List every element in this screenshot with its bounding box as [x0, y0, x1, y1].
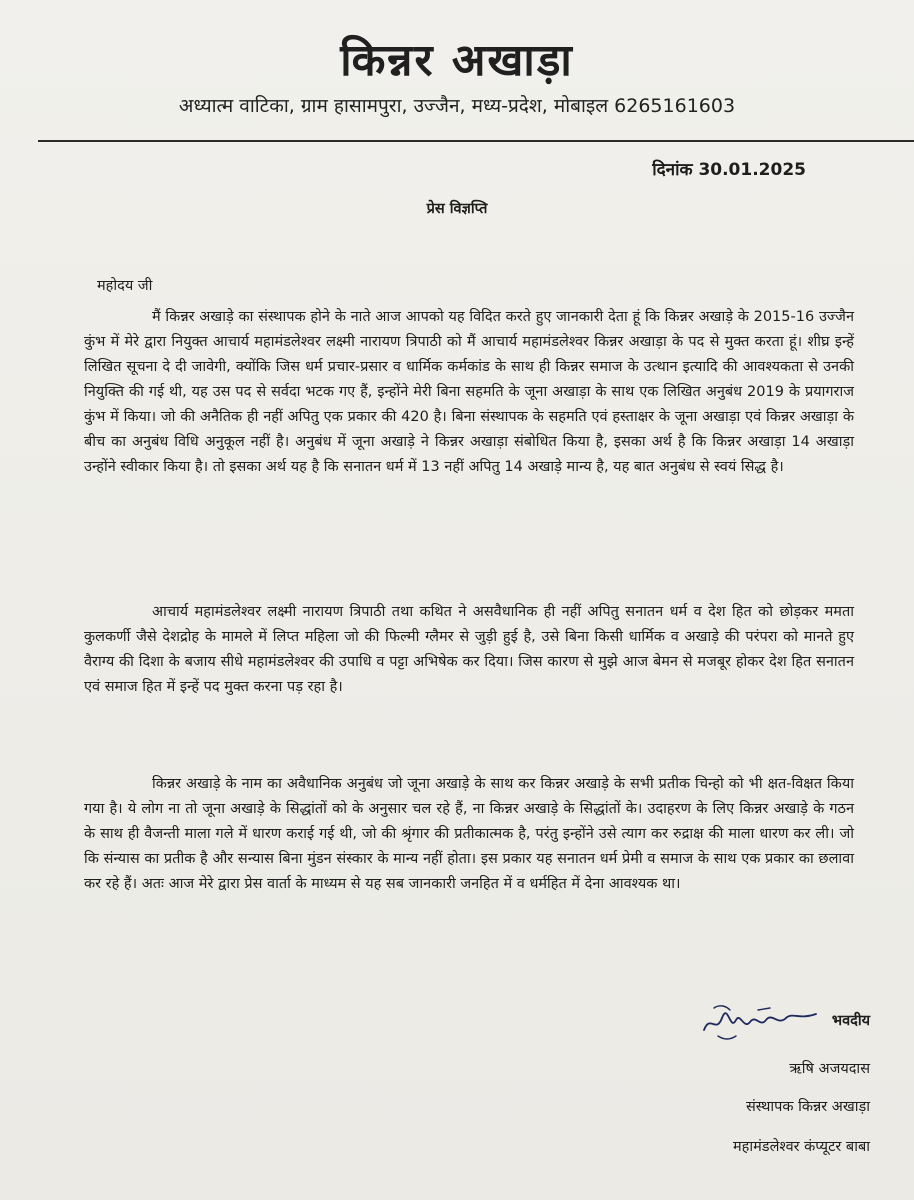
body-paragraph-3: किन्नर अखाड़े के नाम का अवैधानिक अनुबंध जो जूना अखाड़े के साथ कर किन्नर अखाड़े के सभी प्रतीक चिन्हो को भी क्षत-विक्षत किया गया है। ये लोग ना तो जूना अखाड़े के सिद्धांतों को के अनुसार चल रहे हैं, ना किन्नर अखाड़े के सिद्धांतों के। उदाहरण के लिए किन्नर अखाड़े के गठन के साथ ही वैजन्ती माला गले में धारण कराई गई थी, जो की श्रृंगार की प्रतीकात्मक है, परंतु इन्होंने उसे त्याग कर रुद्राक्ष की माला धारण कर ली। जो कि संन्यास का प्रतीक है और सन्यास बिना मुंडन संस्कार के मान्य नहीं होता। इस प्रकार यह सनातन धर्म प्रेमी व समाज के साथ एक प्रकार का छलावा कर रहे हैं। अतः आज मेरे द्वारा प्रेस वार्ता के माध्यम से यह सब जानकारी जनहित में व धर्महित में देना आवश्यक था। [84, 776, 854, 892]
letterhead-title: किन्नर अखाड़ा [340, 35, 574, 86]
signer-role: संस्थापक किन्नर अखाड़ा [745, 1099, 870, 1115]
letter-date: दिनांक 30.01.2025 [652, 160, 806, 180]
letter-subject: प्रेस विज्ञप्ति [426, 201, 488, 217]
signer-name: ऋषि अजयदास [789, 1061, 870, 1077]
body-paragraph-2: आचार्य महामंडलेश्वर लक्ष्मी नारायण त्रिपाठी तथा कथित ने असवैधानिक ही नहीं अपितु सनातन धर्म व देश हित को छोड़कर ममता कुलकर्णी जैसे देशद्रोह के मामले में लिप्त महिला जो की फिल्मी ग्लैमर से जुड़ी हुई है, उसे बिना किसी धार्मिक व अखाड़े की परंपरा को मानते हुए वैराग्य की दिशा के बजाय सीधे महामंडलेश्वर की उपाधि व पट्टा अभिषेक कर दिया। जिस कारण से मुझे आज बेमन से मजबूर होकर देश हित सनातन एवं समाज हित में इन्हें पद मुक्त करना पड़ रहा है। [84, 604, 854, 695]
salutation: महोदय जी [97, 278, 153, 294]
letterhead-divider [38, 140, 914, 142]
closing-word: भवदीय [831, 1013, 870, 1029]
letterhead-address: अध्यात्म वाटिका, ग्राम हासामपुरा, उज्जैन, मध्य-प्रदेश, मोबाइल 6265161603 [178, 95, 736, 117]
signer-title: महामंडलेश्वर कंप्यूटर बाबा [733, 1139, 870, 1155]
body-paragraph-1: मैं किन्नर अखाड़े का संस्थापक होने के नाते आज आपको यह विदित करते हुए जानकारी देता हूं कि किन्नर अखाड़े के 2015-16 उज्जैन कुंभ में मेरे द्वारा नियुक्त आचार्य महामंडलेश्वर लक्ष्मी नारायण त्रिपाठी को मैं आचार्य महामंडलेश्वर किन्नर अखाड़ा के पद से मुक्त करता हूं। शीघ्र इन्हें लिखित सूचना दे दी जावेगी, क्योंकि जिस धर्म प्रचार-प्रसार व धार्मिक कर्मकांड के साथ ही किन्नर समाज के उत्थान इत्यादि की आवश्यकता से उनकी नियुक्ति की गई थी, यह उस पद से सर्वदा भटक गए हैं, इन्होंने मेरी बिना सहमति के जूना अखाड़ा के साथ एक लिखित अनुबंध 2019 के प्रयागराज कुंभ में किया। जो की अनैतिक ही नहीं अपितु एक प्रकार की 420 है। बिना संस्थापक के सहमति एवं हस्ताक्षर के जूना अखाड़ा एवं किन्नर अखाड़ा के बीच का अनुबंध विधि अनुकूल नहीं है। अनुबंध में जूना अखाड़े ने किन्नर अखाड़ा संबोधित किया है, इसका अर्थ है कि किन्नर अखाड़ा 14 अखाड़ा उन्होंने स्वीकार किया है। तो इसका अर्थ यह है कि सनातन धर्म में 13 नहीं अपितु 14 अखाड़े मान्य है, यह बात अनुबंध से स्वयं सिद्ध है। [84, 309, 854, 475]
handwritten-signature [700, 1000, 820, 1044]
